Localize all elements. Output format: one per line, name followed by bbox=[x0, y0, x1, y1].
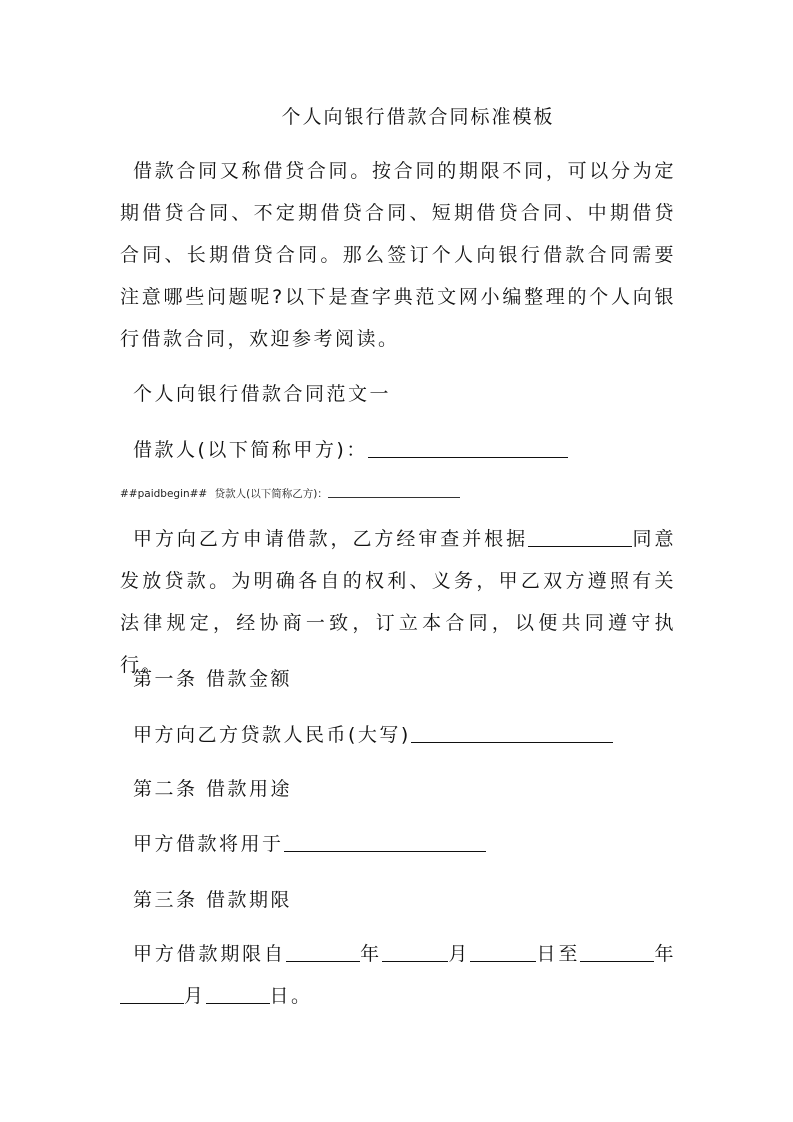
article3-heading: 第三条 借款期限 bbox=[133, 889, 293, 911]
sample-heading: 个人向银行借款合同范文一 bbox=[133, 383, 392, 405]
start-month-label: 月 bbox=[447, 943, 471, 965]
intro-paragraph: 借款合同又称借贷合同。按合同的期限不同，可以分为定期借贷合同、不定期借贷合同、短期借贷合同、中期借贷合同、长期借贷合同。那么签订个人向银行借款合同需要注意哪些问题呢?以下是查字典范文网小编整理的个人向银行借款合同，欢迎参考阅读。 bbox=[120, 160, 676, 350]
application-text-2: 同意发放贷款。为明确各自的权利、义务，甲乙双方遵照有关法律规定，经协商一致，订立本合同，以便共同遵守执行。 bbox=[120, 528, 676, 676]
article2-line bbox=[133, 830, 486, 858]
lender-line bbox=[120, 486, 460, 502]
purpose-blank bbox=[284, 831, 486, 852]
borrower-blank bbox=[368, 437, 568, 458]
paid-marker: ##paidbegin## bbox=[120, 488, 208, 500]
end-day-label: 日。 bbox=[269, 985, 313, 1007]
article3-text: 甲方借款期限自 bbox=[133, 943, 286, 965]
article1-text: 甲方向乙方贷款人民币(大写) bbox=[133, 724, 411, 746]
article1-line bbox=[133, 721, 613, 749]
day-to-label: 日至 bbox=[536, 943, 581, 965]
start-year-blank bbox=[286, 941, 360, 962]
application-text-1: 甲方向乙方申请借款，乙方经审查并根据 bbox=[133, 528, 529, 550]
article2-text: 甲方借款将用于 bbox=[133, 833, 284, 855]
end-day-blank bbox=[206, 983, 270, 1004]
article3-paragraph bbox=[120, 933, 676, 1017]
article2-heading: 第二条 借款用途 bbox=[133, 778, 293, 800]
borrower-label: 借款人(以下简称甲方)： bbox=[133, 439, 368, 461]
lender-blank bbox=[328, 487, 460, 498]
lender-label: 贷款人(以下简称乙方)： bbox=[214, 488, 328, 500]
end-month-blank bbox=[120, 983, 184, 1004]
start-day-blank bbox=[470, 941, 536, 962]
amount-blank bbox=[411, 722, 613, 743]
document-title: 个人向银行借款合同标准模板 bbox=[281, 106, 555, 128]
application-paragraph bbox=[120, 518, 676, 686]
borrower-line bbox=[133, 436, 568, 464]
start-month-blank bbox=[382, 941, 448, 962]
end-month-label: 月 bbox=[184, 985, 206, 1007]
basis-blank bbox=[528, 526, 632, 547]
start-year-label: 年 bbox=[359, 943, 382, 965]
end-year-label: 年 bbox=[654, 943, 676, 965]
article1-heading: 第一条 借款金额 bbox=[133, 668, 293, 690]
end-year-blank bbox=[580, 941, 654, 962]
